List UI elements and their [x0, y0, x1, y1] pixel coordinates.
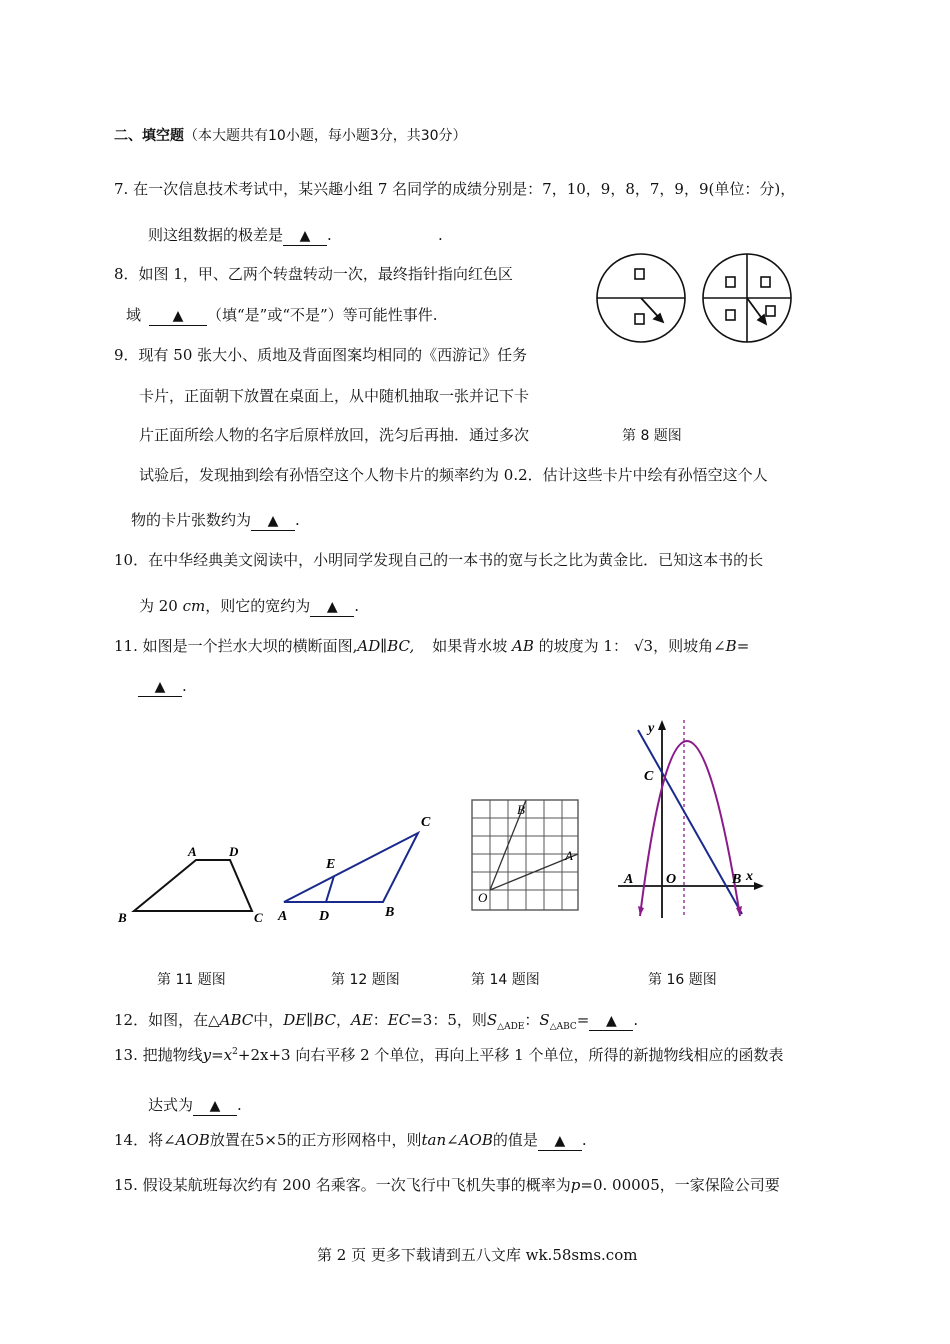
label-C: C: [254, 910, 263, 925]
question-8-line-1: 8．如图 1，甲、乙两个转盘转动一次，最终指针指向红色区: [114, 265, 513, 283]
label-C: C: [644, 769, 654, 784]
answer-blank: ▲: [138, 679, 182, 697]
label-E: E: [326, 857, 336, 872]
label-A: A: [565, 848, 573, 863]
label-B: B: [118, 910, 127, 925]
question-11-line-1: 11. 如图是一个拦水大坝的横断面图,AD∥BC, 如果背水坡 AB 的坡度为 1： √3，则坡角∠B=: [114, 637, 750, 655]
figure-16-graph: [612, 712, 772, 924]
question-9-line-4: 试验后，发现抽到绘有孙悟空这个人物卡片的频率约为 0.2．估计这些卡片中绘有孙悟空这个人: [139, 466, 768, 484]
question-9-line-2: 卡片，正面朝下放置在桌面上，从中随机抽取一张并记下卡: [139, 387, 530, 405]
answer-blank: ▲: [283, 228, 327, 246]
figure-8-spinners: [596, 252, 796, 346]
label-A: A: [188, 844, 197, 859]
label-D: D: [319, 909, 330, 924]
answer-blank: ▲: [149, 308, 207, 326]
question-7-line-1: 7. 在一次信息技术考试中，某兴趣小组 7 名同学的成绩分别是：7，10，9，8，7，9，9(单位：分)，: [114, 180, 796, 198]
spinner-1: [597, 254, 685, 342]
answer-blank: ▲: [251, 513, 295, 531]
figure-16-caption: 第 16 题图: [648, 972, 717, 988]
question-14: 14．将∠AOB放置在5×5的正方形网格中，则tan∠AOB的值是 ▲ .: [114, 1131, 587, 1149]
question-8-line-2: 域 ▲ （填“是”或“不是”）等可能性事件.: [126, 306, 438, 324]
question-15-line-1: 15. 假设某航班每次约有 200 名乘客。一次飞行中飞机失事的概率为p=0. 00005，一家保险公司要: [114, 1176, 780, 1194]
answer-blank: ▲: [589, 1013, 633, 1031]
question-9-line-1: 9．现有 50 张大小、质地及背面图案均相同的《西游记》任务: [114, 346, 528, 364]
label-D: D: [229, 844, 239, 859]
label-O: O: [666, 872, 677, 887]
figure-12-caption: 第 12 题图: [331, 972, 400, 988]
answer-blank: ▲: [193, 1098, 237, 1116]
figure-14-grid: [470, 798, 582, 914]
figure-8-caption: 第 8 题图: [622, 428, 682, 444]
question-13-line-1: 13. 把抛物线$y=x^2+2x+3$ 向右平移 2 个单位，再向上平移 1 个单位，所得的新抛物线相应的函数表: [114, 1046, 784, 1064]
question-12: 12．如图，在△ABC中，DE∥BC，AE：EC=3：5，则$S_{\triangle ADE}$：$S_{\triangle ABC}=$ ▲ .: [114, 1011, 639, 1032]
answer-blank: ▲: [310, 599, 354, 617]
question-7-line-2: 则这组数据的极差是 ▲ .: [148, 226, 332, 244]
label-x: x: [746, 869, 753, 884]
question-9-line-3: 片正面所绘人物的名字后原样放回，洗匀后再抽．通过多次: [139, 426, 530, 444]
label-A: A: [624, 872, 634, 887]
question-11-line-2: ▲ .: [138, 676, 187, 697]
spinner-2: [703, 254, 791, 342]
figure-14-caption: 第 14 题图: [471, 972, 540, 988]
label-A: A: [278, 909, 288, 924]
answer-blank: ▲: [538, 1133, 582, 1151]
label-O: O: [478, 890, 488, 905]
section-header: 二、填空题（本大题共有10小题，每小题3分，共30分）: [114, 128, 467, 144]
question-13-line-2: 达式为 ▲ .: [148, 1096, 242, 1114]
label-B: B: [385, 905, 395, 920]
question-7-trail: .: [438, 226, 443, 244]
figure-11-caption: 第 11 题图: [157, 972, 226, 988]
figure-12-triangle: [276, 810, 444, 928]
label-y: y: [648, 721, 655, 736]
label-C: C: [421, 815, 431, 830]
figure-11-trapezoid: [110, 838, 270, 928]
label-B: B: [517, 802, 525, 817]
page-footer: 第 2 页 更多下载请到五八文库 wk.58sms.com: [317, 1246, 638, 1264]
question-10-line-2: 为 20 cm，则它的宽约为 ▲ .: [139, 597, 360, 615]
question-10-line-1: 10．在中华经典美文阅读中，小明同学发现自己的一本书的宽与长之比为黄金比．已知这本书的长: [114, 551, 764, 569]
label-B: B: [732, 872, 742, 887]
question-9-line-5: 物的卡片张数约为 ▲ .: [131, 511, 300, 529]
